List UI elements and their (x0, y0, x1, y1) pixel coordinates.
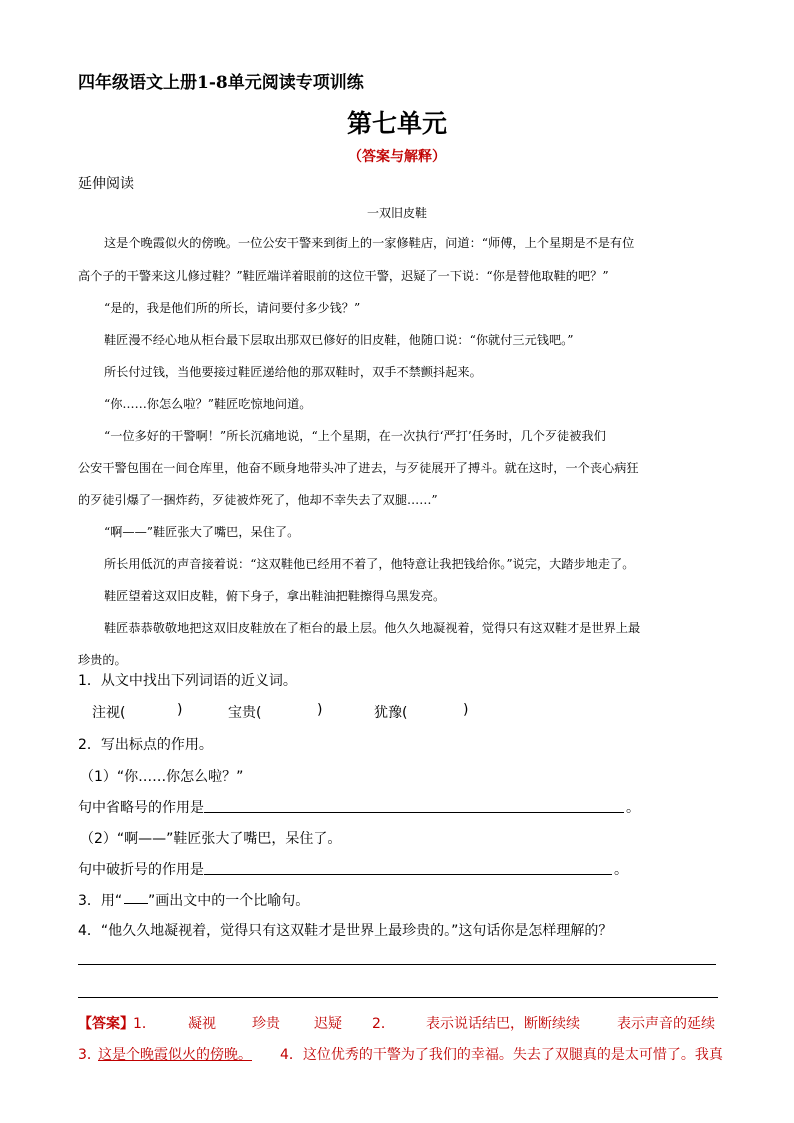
question-3-suffix: ”画出文中的一个比喻句。 (148, 893, 310, 909)
story-line: 珍贵的。 (78, 653, 127, 667)
story-line: 鞋匠漫不经心地从柜台最下层取出那双已修好的旧皮鞋，他随口说：“你就付三元钱吧。” (104, 333, 574, 347)
unit-title: 第七单元 (346, 109, 447, 138)
synonym-word-1: 注视( (92, 705, 126, 721)
story-line: 高个子的干警来这儿修过鞋？”鞋匠端详着眼前的这位干警，迟疑了一下说：“你是替他取鞋的吧？” (78, 269, 609, 283)
answer-label-text: 【答案】 (78, 1016, 134, 1032)
question-2-2: （2）“啊——”鞋匠张大了嘴巴，呆住了。 (80, 831, 342, 847)
story-line: “你……你怎么啦？”鞋匠吃惊地问道。 (104, 397, 312, 411)
answer-blank-line[interactable] (204, 874, 612, 875)
answer-item: 1． (133, 1016, 156, 1032)
story-line: “啊——”鞋匠张大了嘴巴，呆住了。 (104, 525, 300, 539)
story-line: “是的，我是他们所的所长，请问要付多少钱？” (104, 301, 361, 315)
answer-item: 凝视 (188, 1016, 216, 1032)
section-label: 延伸阅读 (78, 176, 134, 192)
underline-sample (124, 903, 148, 904)
story-line: 鞋匠恭恭敬敬地把这双旧皮鞋放在了柜台的最上层。他久久地凝视着，觉得只有这双鞋才是世界上最 (104, 621, 641, 635)
question-3-prefix: 3．用“ (78, 893, 123, 909)
answer-blank-line[interactable] (204, 812, 624, 813)
synonym-word-2: 宝贵( (228, 705, 262, 721)
story-title: 一双旧皮鞋 (366, 206, 427, 220)
question-1: 1．从文中找出下列词语的近义词。 (78, 673, 297, 689)
answer-label (78, 1013, 134, 1033)
answer-3-number: 3． (78, 1047, 101, 1063)
answer-3-text: 这是个晚霞似火的傍晚。 (98, 1047, 252, 1063)
story-line: “一位多好的干警啊！”所长沉痛地说，“上个星期，在一次执行‘严打’任务时，几个歹徒被我们 (104, 429, 606, 443)
synonym-word-3: 犹豫( (374, 705, 408, 721)
question-2: 2．写出标点的作用。 (78, 737, 213, 753)
answer-item: 珍贵 (252, 1016, 280, 1032)
answer-item: 迟疑 (314, 1016, 342, 1032)
answer-blank-line[interactable] (78, 997, 718, 998)
synonym-close-1: ) (177, 702, 183, 718)
answer-4-text: 4．这位优秀的干警为了我们的幸福。失去了双腿真的是太可惜了。我真 (280, 1047, 723, 1063)
question-2-2-prompt: 句中破折号的作用是 (78, 862, 204, 878)
story-line: 鞋匠望着这双旧皮鞋，俯下身子，拿出鞋油把鞋擦得乌黑发亮。 (104, 589, 446, 603)
answer-item: 表示说话结巴，断断续续 (426, 1016, 580, 1032)
synonym-close-2: ) (317, 702, 323, 718)
answer-blank-line[interactable] (78, 964, 716, 965)
period: 。 (614, 862, 628, 878)
question-2-1-prompt: 句中省略号的作用是 (78, 800, 204, 816)
story-line: 这是个晚霞似火的傍晚。一位公安干警来到街上的一家修鞋店，问道：“师傅，上个星期是不是有位 (104, 236, 635, 250)
question-2-1: （1）“你……你怎么啦？” (80, 769, 244, 785)
answer-item: 2． (372, 1016, 395, 1032)
story-line: 的歹徒引爆了一捆炸药，歹徒被炸死了，他却不幸失去了双腿……” (78, 493, 438, 507)
story-line: 所长付过钱，当他要接过鞋匠递给他的那双鞋时，双手不禁颤抖起来。 (104, 365, 482, 379)
document-title: 四年级语文上册1-8单元阅读专项训练 (78, 73, 364, 93)
answer-item: 表示声音的延续 (617, 1016, 715, 1032)
period: 。 (626, 800, 640, 816)
story-line: 公安干警包围在一间仓库里，他奋不顾身地带头冲了进去，与歹徒展开了搏斗。就在这时，一个丧心病狂 (78, 461, 639, 475)
answer-subtitle: （答案与解释） (348, 149, 446, 165)
synonym-close-3: ) (463, 702, 469, 718)
question-4: 4．“他久久地凝视着，觉得只有这双鞋才是世界上最珍贵的。”这句话你是怎样理解的？ (78, 923, 613, 939)
story-line: 所长用低沉的声音接着说：“这双鞋他已经用不着了，他特意让我把钱给你。”说完，大踏步地走了。 (104, 557, 635, 571)
